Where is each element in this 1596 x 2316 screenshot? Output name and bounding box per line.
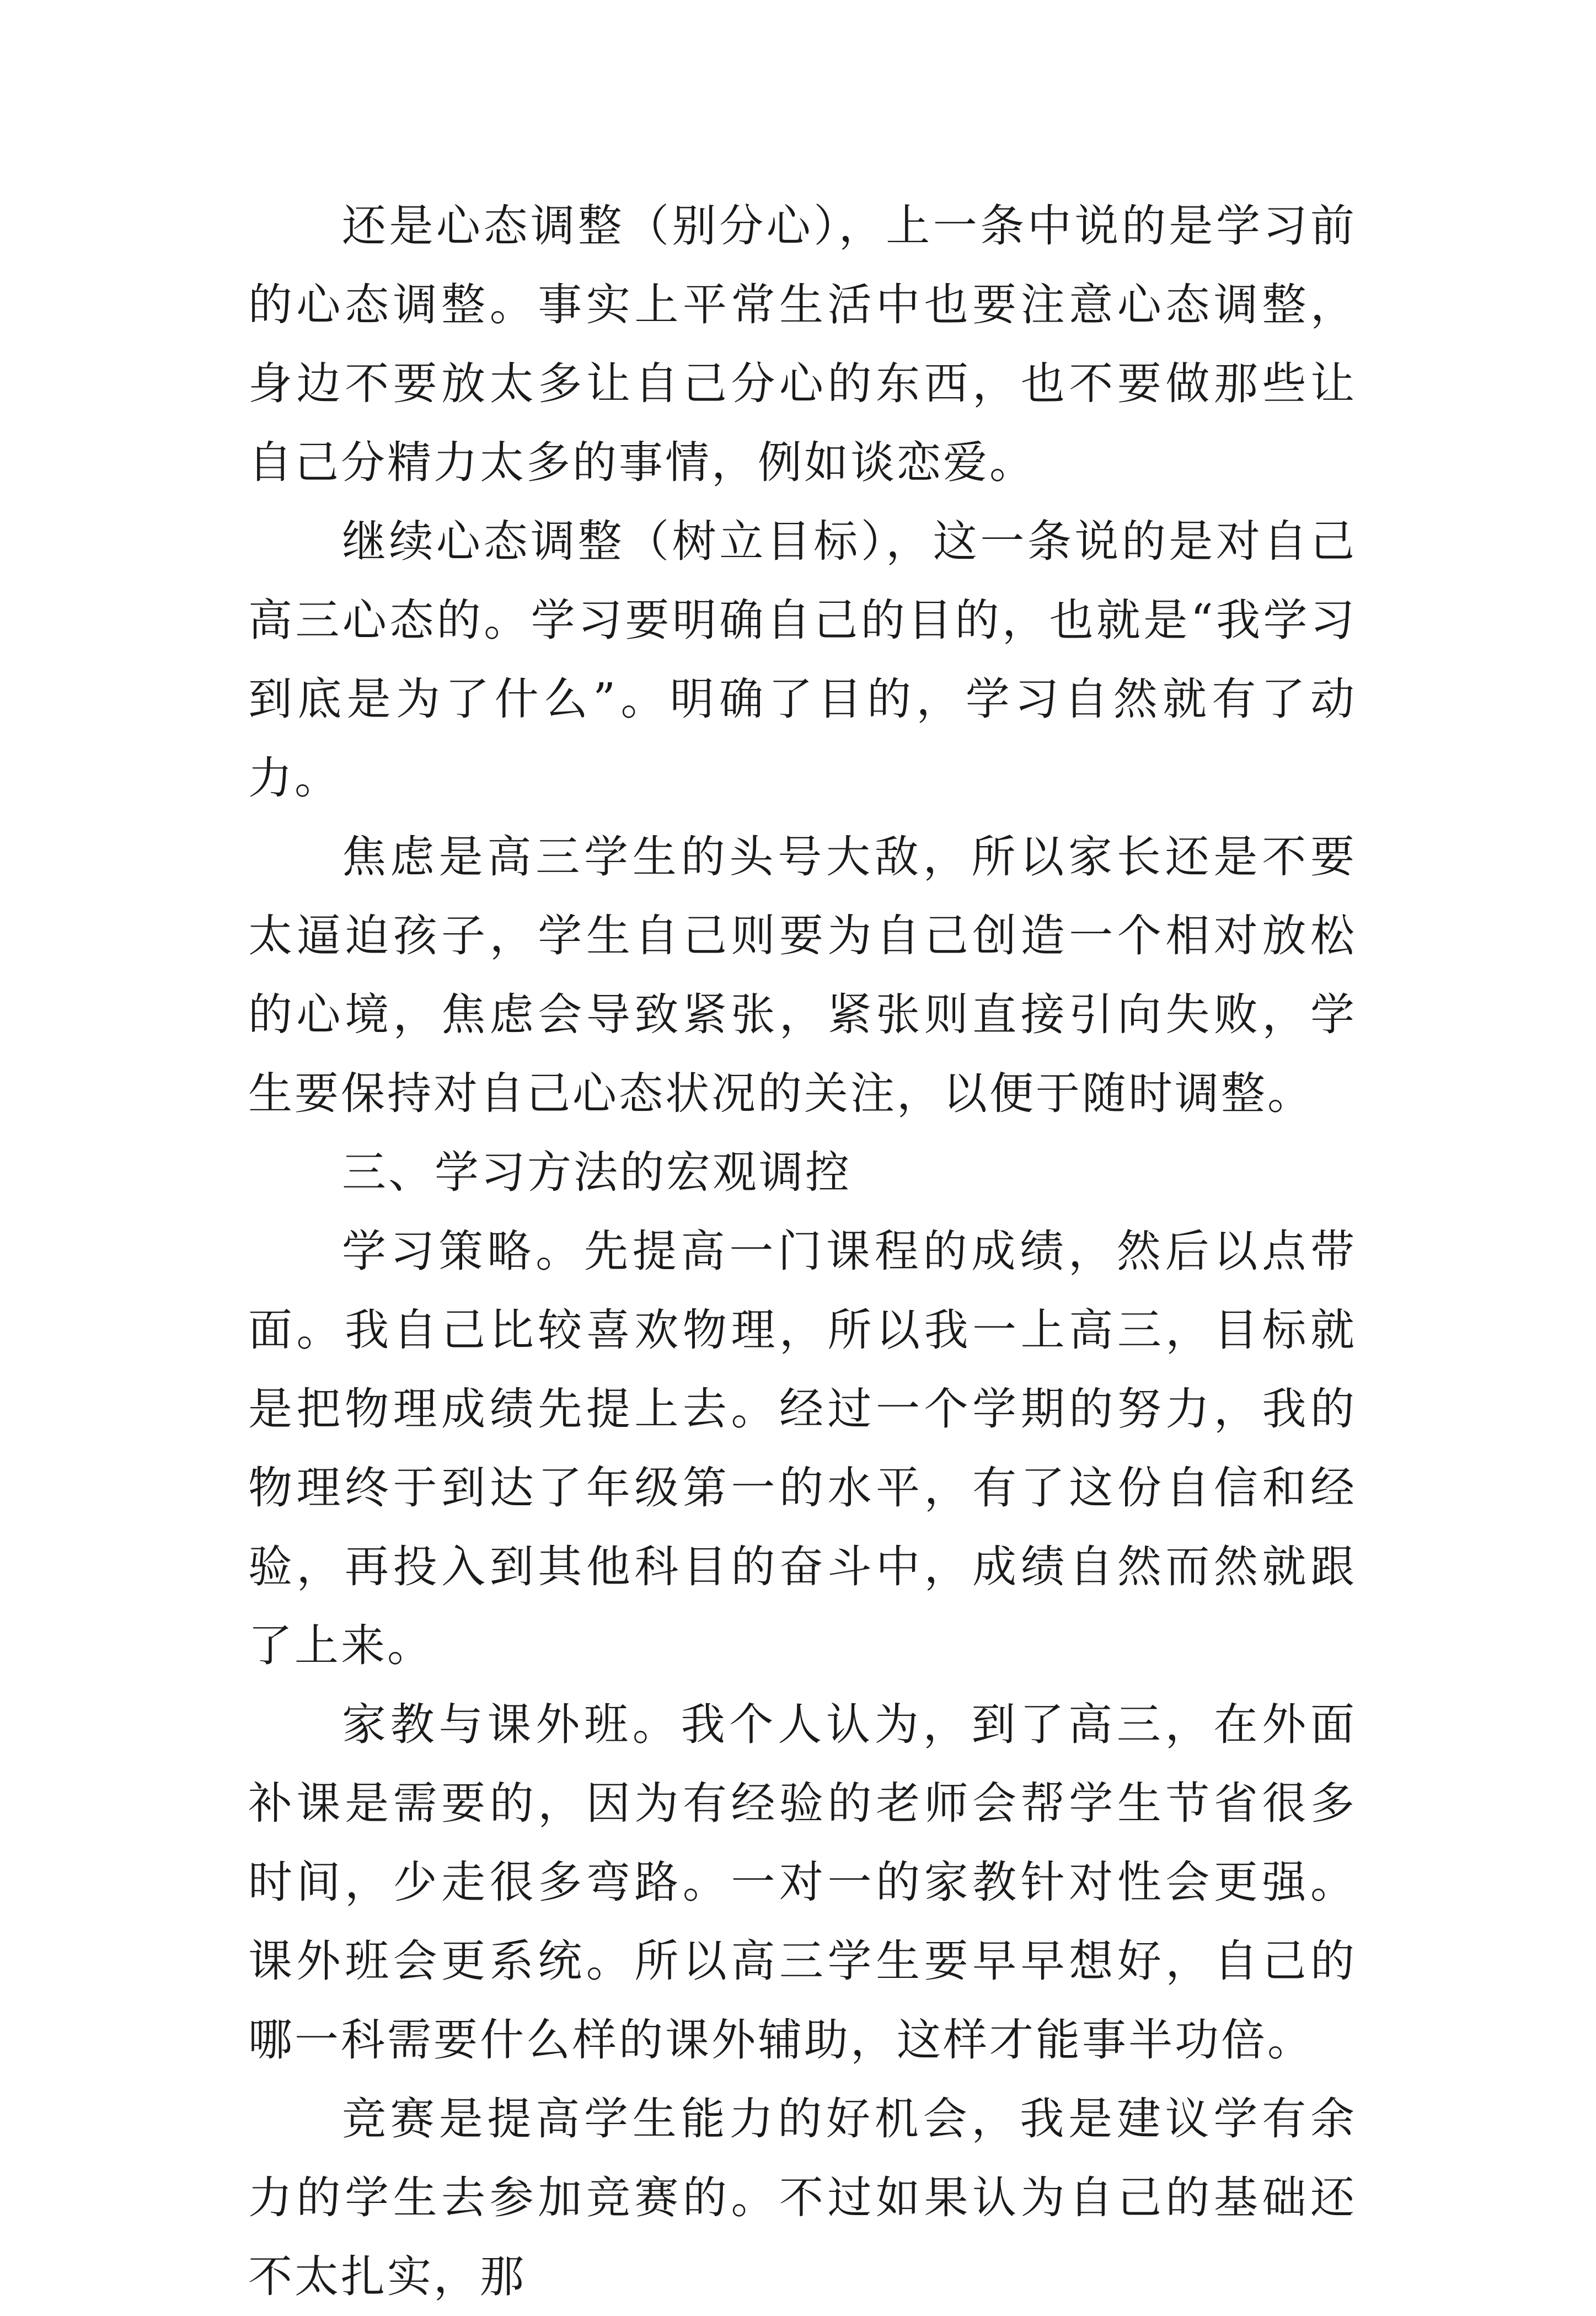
paragraph-mindset-goals: 继续心态调整（树立目标），这一条说的是对自己高三心态的。学习要明确自己的目的，也就是“我学习到底是为了什么”。明确了目的，学习自然就有了动力。 [248, 516, 1357, 804]
paragraph-anxiety: 焦虑是高三学生的头号大敌，所以家长还是不要太逼迫孩子，学生自己则要为自己创造一个相对放松的心境，焦虑会导致紧张，紧张则直接引向失败，学生要保持对自己心态状况的关注，以便于随时调整。 [248, 831, 1357, 1119]
paragraph-mindset-focus: 还是心态调整（别分心），上一条中说的是学习前的心态调整。事实上平常生活中也要注意心态调整，身边不要放太多让自己分心的东西，也不要做那些让自己分精力太多的事情，例如谈恋爱。 [248, 200, 1357, 488]
paragraph-competitions: 竞赛是提高学生能力的好机会，我是建议学有余力的学生去参加竞赛的。不过如果认为自己的基础还不太扎实，那 [248, 2093, 1357, 2302]
document-body [248, 186, 1357, 2316]
paragraph-study-strategy: 学习策略。先提高一门课程的成绩，然后以点带面。我自己比较喜欢物理，所以我一上高三，目标就是把物理成绩先提上去。经过一个学期的努力，我的物理终于到达了年级第一的水平，有了这份自信和经验，再投入到其他科目的奋斗中，成绩自然而然就跟了上来。 [248, 1226, 1357, 1671]
section-heading: 三、学习方法的宏观调控 [342, 1147, 851, 1198]
paragraph-tutoring: 家教与课外班。我个人认为，到了高三，在外面补课是需要的，因为有经验的老师会帮学生节省很多时间，少走很多弯路。一对一的家教针对性会更强。课外班会更系统。所以高三学生要早早想好，自己的哪一科需要什么样的课外辅助，这样才能事半功倍。 [248, 1699, 1357, 2066]
